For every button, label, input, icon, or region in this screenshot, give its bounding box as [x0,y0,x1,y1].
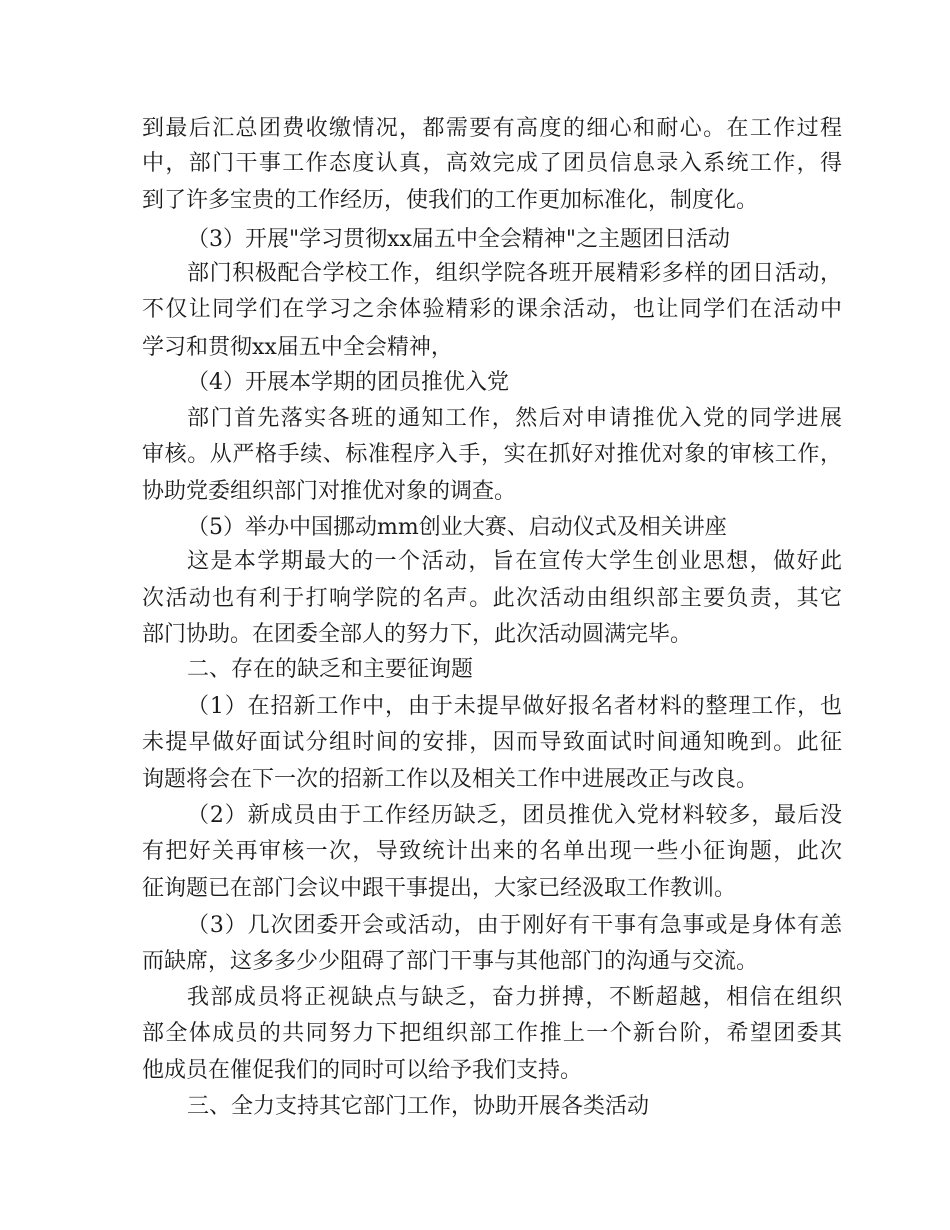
text-line: 询题将会在下一次的招新工作以及相关工作中进展改正与改良。 [142,767,759,792]
text-line: 而缺席，这多多少少阻碍了部门干事与其他部门的沟通与交流。 [142,949,759,974]
text-line: （4）开展本学期的团员推优入党 [187,370,509,395]
text-line: 我部成员将正视缺点与缺乏，奋力拼搏，不断超越，相信在组织 [187,985,842,1010]
text-line: 协助党委组织部门对推优对象的调查。 [142,479,517,504]
text-line: 这是本学期最大的一个活动，旨在宣传大学生创业思想，做好此 [187,549,842,574]
text-line: 次活动也有利于打响学院的名声。此次活动由组织部主要负责，其它 [142,586,842,611]
text-line: 三、全力支持其它部门工作，协助开展各类活动 [187,1094,650,1119]
text-line: 二、存在的缺乏和主要征询题 [187,657,474,682]
text-line: 不仅让同学们在学习之余体验精彩的课余活动，也让同学们在活动中 [142,297,842,322]
text-line: （5）举办中国挪动mm创业大赛、启动仪式及相关讲座 [187,515,727,540]
text-line: 审核。从严格手续、标准程序入手，实在抓好对推优对象的审核工作， [142,442,842,467]
text-line: （3）几次团委开会或活动，由于刚好有干事有急事或是身体有恙 [187,913,842,938]
text-line: （1）在招新工作中，由于未提早做好报名者材料的整理工作，也 [187,694,842,719]
text-line: （2）新成员由于工作经历缺乏，团员推优入党材料较多，最后没 [187,803,842,828]
text-line: 部门首先落实各班的通知工作，然后对申请推优入党的同学进展 [187,406,842,431]
text-line: 部全体成员的共同努力下把组织部工作推上一个新台阶，希望团委其 [142,1021,842,1046]
text-line: 部门积极配合学校工作，组织学院各班开展精彩多样的团日活动， [187,261,842,286]
text-line: 到最后汇总团费收缴情况，都需要有高度的细心和耐心。在工作过程 [142,116,842,141]
text-line: 部门协助。在团委全部人的努力下，此次活动圆满完毕。 [142,622,693,647]
text-line: 学习和贯彻xx届五中全会精神， [142,335,453,360]
text-line: （3）开展"学习贯彻xx届五中全会精神"之主题团日活动 [187,227,731,252]
text-line: 征询题已在部门会议中跟干事提出，大家已经汲取工作教训。 [142,876,737,901]
text-line: 未提早做好面试分组时间的安排，因而导致面试时间通知晚到。此征 [142,730,842,755]
text-line: 到了许多宝贵的工作经历，使我们的工作更加标准化，制度化。 [142,188,759,213]
text-line: 他成员在催促我们的同时可以给予我们支持。 [142,1058,583,1083]
text-line: 有把好关再审核一次，导致统计出来的名单出现一些小征询题，此次 [142,839,842,864]
text-line: 中，部门干事工作态度认真，高效完成了团员信息录入系统工作，得 [142,151,842,176]
